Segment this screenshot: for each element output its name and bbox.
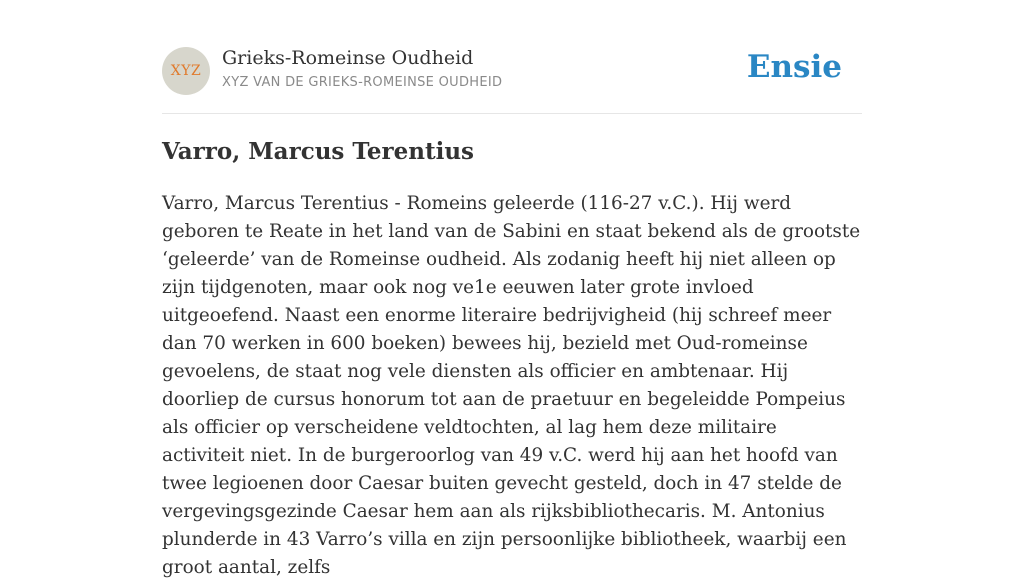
source-header — [162, 44, 862, 98]
source-avatar[interactable] — [162, 47, 210, 95]
ensie-logo[interactable]: Ensie — [746, 49, 842, 85]
entry-body: Varro, Marcus Terentius - Romeins geleerde (116-27 v.C.). Hij werd geboren te Reate in het land van de Sabini en staat bekend als de grootste ‘geleerde’ van de Romeinse oudheid. Als zodanig heeft hij niet alleen op zijn tijdgenoten, maar ook nog ve1e eeuwen later grote invloed uitgeoefend. Naast een enorme literaire bedrijvigheid (hij schreef meer dan 70 werken in 600 boeken) bewees hij, bezield met Oud-romeinse gevoelens, de staat nog vele diensten als officier en ambtenaar. Hij doorliep de cursus honorum tot aan de praetuur en begeleidde Pompeius als officier op verscheidene veldtochten, al lag hem deze militaire activiteit niet. In de burgeroorlog van 49 v.C. werd hij aan het hoofd van twee legioenen door Caesar buiten gevecht gesteld, doch in 47 stelde de vergevingsgezinde Caesar hem aan als rijksbibliothecaris. M. Antonius plunderde in 43 Varro’s villa en zijn persoonlijke bibliotheek, waarbij een groot aantal, zelfs — [162, 193, 861, 578]
entry-title: Varro, Marcus Terentius — [162, 138, 475, 165]
header-divider — [162, 113, 862, 114]
page — [162, 0, 862, 578]
source-title-link[interactable]: Grieks-Romeinse Oudheid — [222, 47, 474, 69]
avatar-label: XYZ — [170, 63, 202, 79]
source-subtitle: XYZ VAN DE GRIEKS-ROMEINSE OUDHEID — [222, 75, 503, 90]
